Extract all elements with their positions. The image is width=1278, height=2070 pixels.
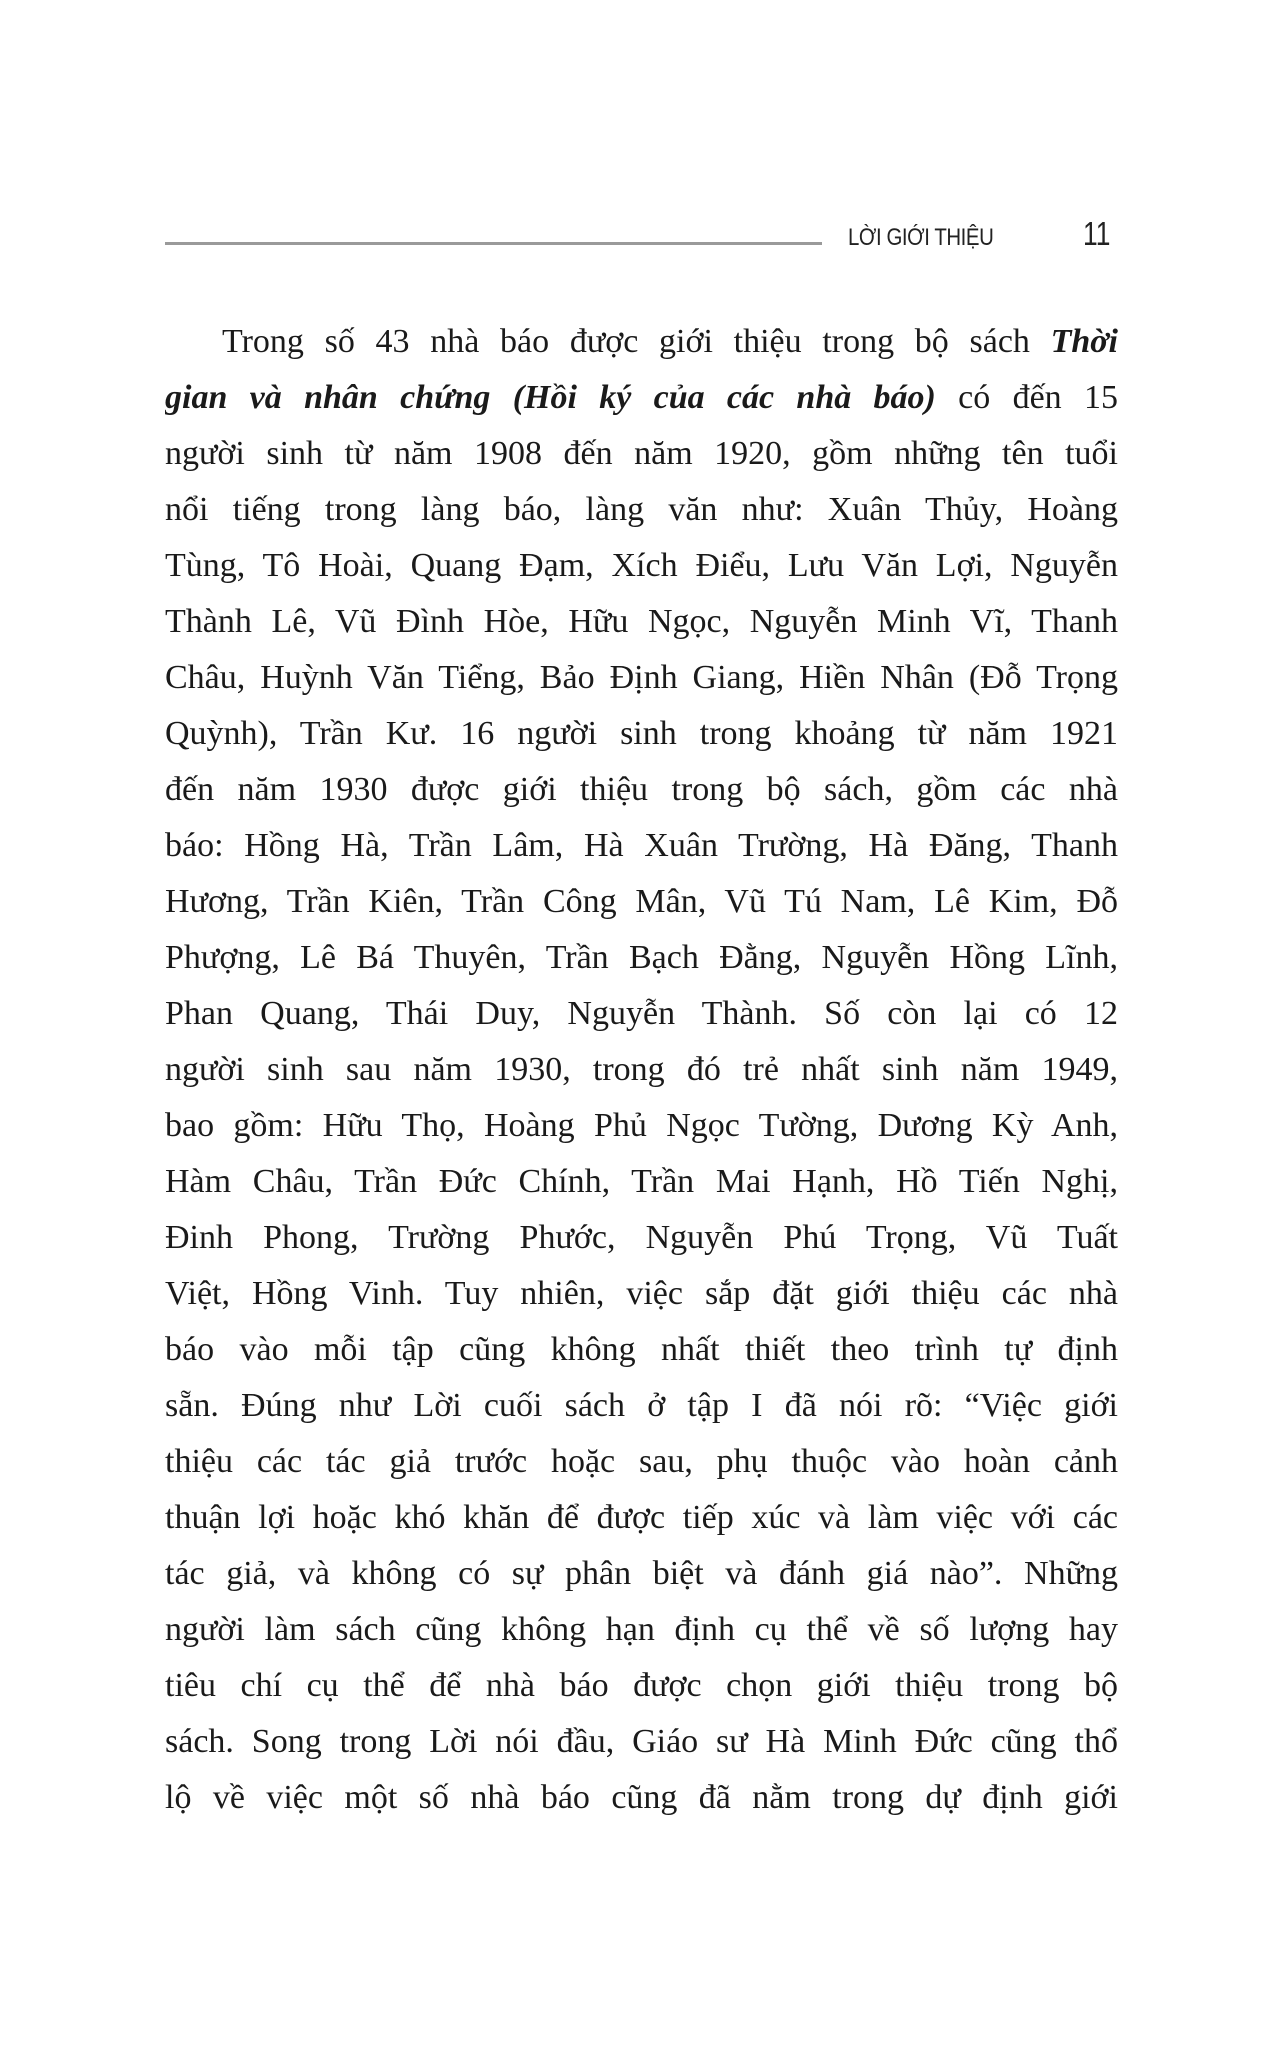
text-line bbox=[165, 1322, 1118, 1378]
text-line bbox=[165, 482, 1118, 538]
text-line bbox=[165, 1602, 1118, 1658]
text-segment: Phan Quang, Thái Duy, Nguyễn Thành. Số còn lại có 12 bbox=[165, 995, 1118, 1032]
text-line bbox=[165, 986, 1118, 1042]
body-text bbox=[165, 314, 1118, 1826]
text-segment: người sinh sau năm 1930, trong đó trẻ nhất sinh năm 1949, bbox=[165, 1051, 1118, 1088]
text-line bbox=[165, 1266, 1118, 1322]
text-line bbox=[165, 314, 1118, 370]
text-line bbox=[165, 874, 1118, 930]
text-segment: báo: Hồng Hà, Trần Lâm, Hà Xuân Trường, Hà Đăng, Thanh bbox=[165, 827, 1118, 864]
text-segment: sẵn. Đúng như Lời cuối sách ở tập I đã nói rõ: “Việc giới bbox=[165, 1387, 1118, 1424]
text-segment: Việt, Hồng Vinh. Tuy nhiên, việc sắp đặt giới thiệu các nhà bbox=[165, 1275, 1118, 1312]
text-segment: Hàm Châu, Trần Đức Chính, Trần Mai Hạnh, Hồ Tiến Nghị, bbox=[165, 1163, 1118, 1200]
text-segment: thiệu các tác giả trước hoặc sau, phụ thuộc vào hoàn cảnh bbox=[165, 1443, 1118, 1480]
text-segment: lộ về việc một số nhà báo cũng đã nằm trong dự định giới bbox=[165, 1779, 1118, 1816]
text-segment: sách. Song trong Lời nói đầu, Giáo sư Hà Minh Đức cũng thổ bbox=[165, 1723, 1118, 1760]
text-line bbox=[165, 1098, 1118, 1154]
page-number: 11 bbox=[1083, 215, 1111, 252]
text-line bbox=[165, 650, 1118, 706]
book-title-emphasis: gian và nhân chứng (Hồi ký của các nhà báo) bbox=[165, 379, 936, 416]
text-segment: bao gồm: Hữu Thọ, Hoàng Phủ Ngọc Tường, Dương Kỳ Anh, bbox=[165, 1107, 1118, 1144]
text-segment: Thành Lê, Vũ Đình Hòe, Hữu Ngọc, Nguyễn Minh Vĩ, Thanh bbox=[165, 603, 1118, 640]
text-segment: Phượng, Lê Bá Thuyên, Trần Bạch Đằng, Nguyễn Hồng Lĩnh, bbox=[165, 939, 1118, 976]
text-segment: tiêu chí cụ thể để nhà báo được chọn giới thiệu trong bộ bbox=[165, 1667, 1118, 1704]
text-segment: thuận lợi hoặc khó khăn để được tiếp xúc và làm việc với các bbox=[165, 1499, 1118, 1536]
text-line bbox=[165, 1154, 1118, 1210]
text-line bbox=[165, 818, 1118, 874]
book-title-emphasis: Thời bbox=[1050, 323, 1118, 360]
text-line bbox=[165, 1546, 1118, 1602]
header-rule bbox=[165, 242, 822, 245]
text-line bbox=[165, 1378, 1118, 1434]
text-segment: đến năm 1930 được giới thiệu trong bộ sách, gồm các nhà bbox=[165, 771, 1118, 808]
text-line bbox=[165, 1434, 1118, 1490]
text-line bbox=[165, 426, 1118, 482]
running-title: LỜI GIỚI THIỆU bbox=[848, 224, 994, 251]
text-segment: Trong số 43 nhà báo được giới thiệu trong bộ sách bbox=[222, 323, 1051, 360]
text-segment: Quỳnh), Trần Kư. 16 người sinh trong khoảng từ năm 1921 bbox=[165, 715, 1118, 752]
text-segment: tác giả, và không có sự phân biệt và đánh giá nào”. Những bbox=[165, 1555, 1118, 1592]
text-line bbox=[165, 1210, 1118, 1266]
text-line bbox=[165, 538, 1118, 594]
text-line bbox=[165, 594, 1118, 650]
text-segment: Hương, Trần Kiên, Trần Công Mân, Vũ Tú Nam, Lê Kim, Đỗ bbox=[165, 883, 1118, 920]
text-segment: Châu, Huỳnh Văn Tiểng, Bảo Định Giang, Hiền Nhân (Đỗ Trọng bbox=[165, 659, 1118, 696]
text-segment: báo vào mỗi tập cũng không nhất thiết theo trình tự định bbox=[165, 1331, 1118, 1368]
text-segment: Tùng, Tô Hoài, Quang Đạm, Xích Điểu, Lưu Văn Lợi, Nguyễn bbox=[165, 547, 1118, 584]
text-segment: người làm sách cũng không hạn định cụ thể về số lượng hay bbox=[165, 1611, 1118, 1648]
text-line bbox=[165, 762, 1118, 818]
text-line bbox=[165, 1658, 1118, 1714]
text-segment: có đến 15 bbox=[935, 379, 1118, 416]
text-segment: người sinh từ năm 1908 đến năm 1920, gồm những tên tuổi bbox=[165, 435, 1118, 472]
text-line bbox=[165, 1490, 1118, 1546]
text-segment: nổi tiếng trong làng báo, làng văn như: Xuân Thủy, Hoàng bbox=[165, 491, 1118, 528]
text-line bbox=[165, 1042, 1118, 1098]
text-line bbox=[165, 370, 1118, 426]
text-segment: Đinh Phong, Trường Phước, Nguyễn Phú Trọng, Vũ Tuất bbox=[165, 1219, 1118, 1256]
text-line bbox=[165, 1770, 1118, 1826]
text-line bbox=[165, 930, 1118, 986]
text-line bbox=[165, 706, 1118, 762]
text-line bbox=[165, 1714, 1118, 1770]
